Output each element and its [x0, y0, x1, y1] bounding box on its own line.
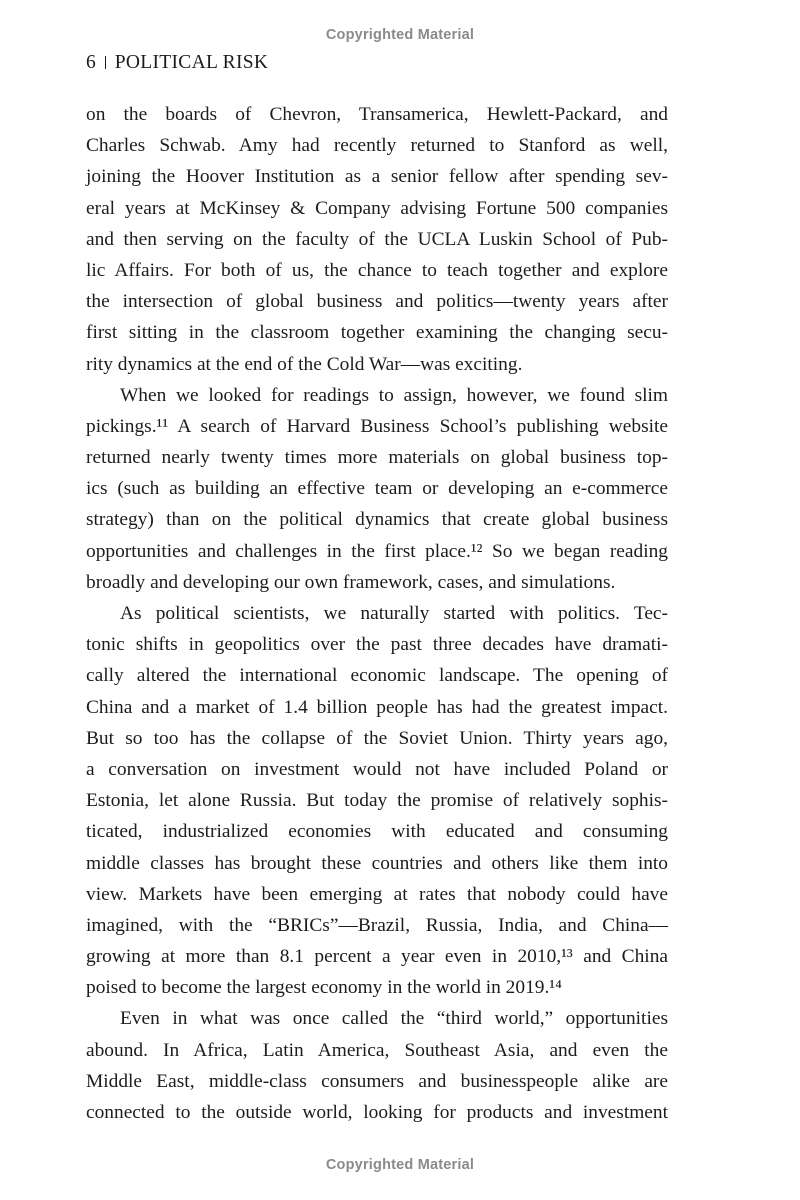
text-line: ics (such as building an effective team or developing an e-commerce: [86, 478, 668, 500]
text-line: Charles Schwab. Amy had recently returned to Stanford as well,: [86, 135, 668, 157]
separator-bar: [105, 56, 106, 69]
text-line: As political scientists, we naturally started with politics. Tec-: [120, 603, 668, 624]
text-line: Estonia, let alone Russia. But today the promise of relatively sophis-: [86, 790, 668, 812]
running-head-title: POLITICAL RISK: [114, 52, 269, 73]
text-line: view. Markets have been emerging at rates that nobody could have: [86, 883, 668, 905]
text-line: strategy) than on the political dynamics that create global business: [86, 509, 668, 531]
text-line: imagined, with the “BRICs”—Brazil, Russia, India, and China—: [86, 914, 668, 936]
text-line: rity dynamics at the end of the Cold War—was exciting.: [86, 353, 523, 375]
running-head: [86, 52, 268, 74]
text-line: opportunities and challenges in the first place.¹² So we began reading: [86, 540, 668, 562]
text-line: China and a market of 1.4 billion people has had the greatest impact.: [86, 696, 668, 718]
text-line: Even in what was once called the “third world,” opportunities: [120, 1008, 668, 1030]
copyright-watermark-bottom: Copyrighted Material: [325, 1157, 475, 1173]
text-line: poised to become the largest economy in the world in 2019.¹⁴: [86, 977, 562, 999]
text-line: tonic shifts in geopolitics over the past three decades have dramati-: [86, 634, 668, 656]
text-line: a conversation on investment would not have included Poland or: [86, 758, 668, 780]
text-line: When we looked for readings to assign, however, we found slim: [120, 384, 668, 406]
text-line: returned nearly twenty times more materials on global business top-: [86, 447, 668, 469]
copyright-watermark-top: Copyrighted Material: [325, 27, 475, 43]
text-line: connected to the outside world, looking for products and investment: [86, 1102, 668, 1123]
page-number: 6: [86, 52, 96, 73]
text-line: middle classes has brought these countries and others like them into: [86, 852, 668, 874]
text-line: eral years at McKinsey & Company advising Fortune 500 companies: [86, 197, 668, 219]
text-line: pickings.¹¹ A search of Harvard Business School’s publishing website: [86, 415, 668, 437]
text-line: ticated, industrialized economies with educated and consuming: [86, 821, 668, 843]
text-line: first sitting in the classroom together examining the changing secu-: [86, 322, 668, 344]
text-line: and then serving on the faculty of the UCLA Luskin School of Pub-: [86, 228, 668, 250]
text-line: on the boards of Chevron, Transamerica, Hewlett-Packard, and: [86, 104, 668, 125]
text-line: joining the Hoover Institution as a senior fellow after spending sev-: [86, 166, 668, 188]
text-line: the intersection of global business and politics—twenty years after: [86, 291, 668, 313]
text-line: cally altered the international economic landscape. The opening of: [86, 665, 668, 687]
text-line: Middle East, middle-class consumers and businesspeople alike are: [86, 1070, 668, 1092]
body-text: [86, 99, 668, 1128]
text-line: abound. In Africa, Latin America, Southeast Asia, and even the: [86, 1039, 668, 1061]
text-line: broadly and developing our own framework, cases, and simulations.: [86, 571, 616, 593]
text-line: But so too has the collapse of the Soviet Union. Thirty years ago,: [86, 727, 668, 749]
text-line: lic Affairs. For both of us, the chance to teach together and explore: [86, 259, 668, 281]
text-line: growing at more than 8.1 percent a year even in 2010,¹³ and China: [86, 946, 668, 968]
